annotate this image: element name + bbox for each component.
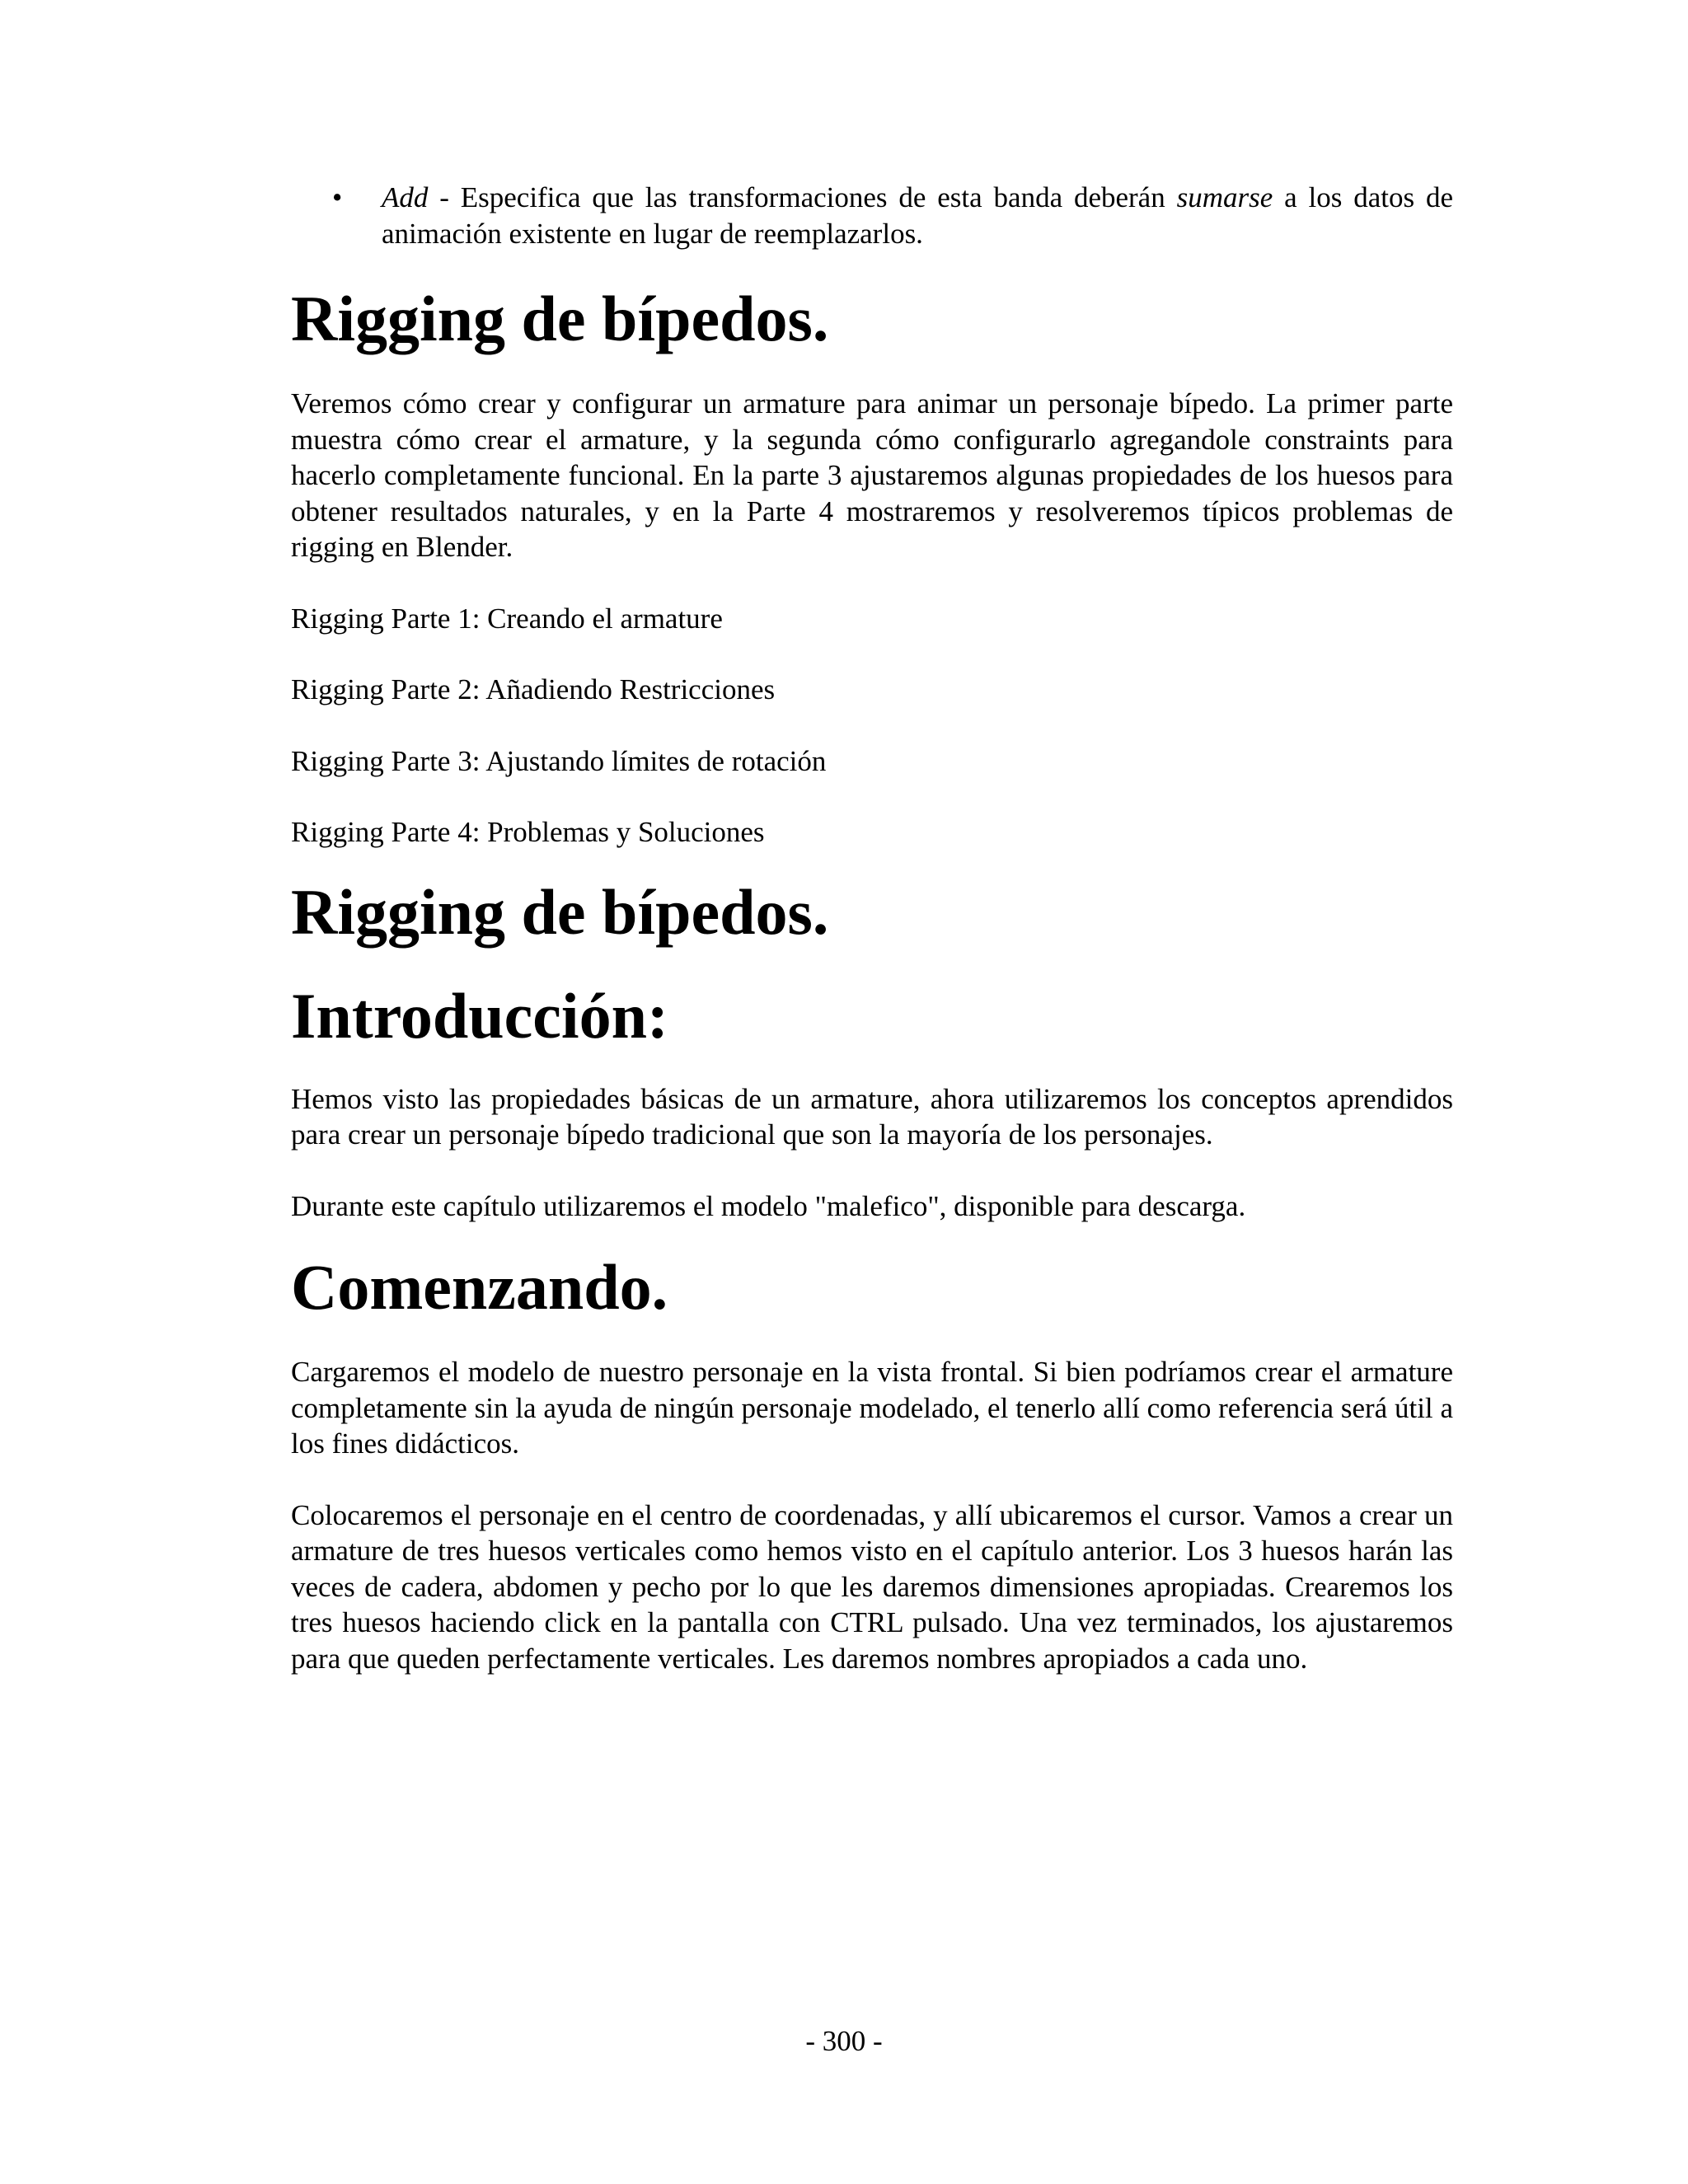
bullet-text-after: a los datos de animación existente en lugar de reemplazarlos. [382,181,1454,250]
intro-paragraph-1: Hemos visto las propiedades básicas de un armature, ahora utilizaremos los conceptos aprendidos para crear un personaje bípedo tradicional que son la mayoría de los personajes. [291,1082,1453,1151]
heading-introduccion: Introducción: [291,979,668,1052]
heading-comenzando: Comenzando. [291,1251,668,1323]
heading-rigging-bipedos: Rigging de bípedos. [291,283,829,354]
document-body [291,180,1453,1676]
rigging-part-2: Rigging Parte 2: Añadiendo Restricciones [291,673,776,705]
bullet-emphasis: sumarse [1176,181,1273,213]
rigging-part-4: Rigging Parte 4: Problemas y Soluciones [291,816,765,848]
heading-rigging-bipedos-2: Rigging de bípedos. [291,875,829,948]
rigging-intro-paragraph: Veremos cómo crear y configurar un armature para animar un personaje bípedo. La primer parte muestra cómo crear el armature, y la segunda cómo configurarlo agregandole constraints para hacerlo completamente funcional. En la parte 3 ajustaremos algunas propiedades de los huesos para obtener resultados naturales, y en la Parte 4 mostraremos y resolveremos típicos problemas de rigging en Blender. [291,387,1453,563]
bullet-symbol: • [332,181,343,213]
bullet-term: Add [382,181,429,213]
intro-paragraph-2: Durante este capítulo utilizaremos el modelo "malefico", disponible para descarga. [291,1189,1246,1222]
page-number: - 300 - [805,2025,883,2057]
start-paragraph-2: Colocaremos el personaje en el centro de coordenadas, y allí ubicaremos el cursor. Vamos a crear un armature de tres huesos verticales como hemos visto en el capítulo anterior. Los 3 huesos harán las veces de cadera, abdomen y pecho por lo que les daremos dimensiones apropiadas. Crearemos los tres huesos haciendo click en la pantalla con CTRL pulsado. Una vez terminados, los ajustaremos para que queden perfectamente verticales. Les daremos nombres apropiados a cada uno. [291,1498,1453,1675]
start-paragraph-1: Cargaremos el modelo de nuestro personaje en la vista frontal. Si bien podríamos crear el armature completamente sin la ayuda de ningún personaje modelado, el tenerlo allí como referencia será útil a los fines didácticos. [291,1356,1453,1460]
bullet-text-before: - Especifica que las transformaciones de esta banda deberán [428,181,1177,213]
rigging-part-3: Rigging Parte 3: Ajustando límites de rotación [291,744,827,777]
rigging-part-1: Rigging Parte 1: Creando el armature [291,602,723,635]
bullet-item-add [291,180,1453,252]
